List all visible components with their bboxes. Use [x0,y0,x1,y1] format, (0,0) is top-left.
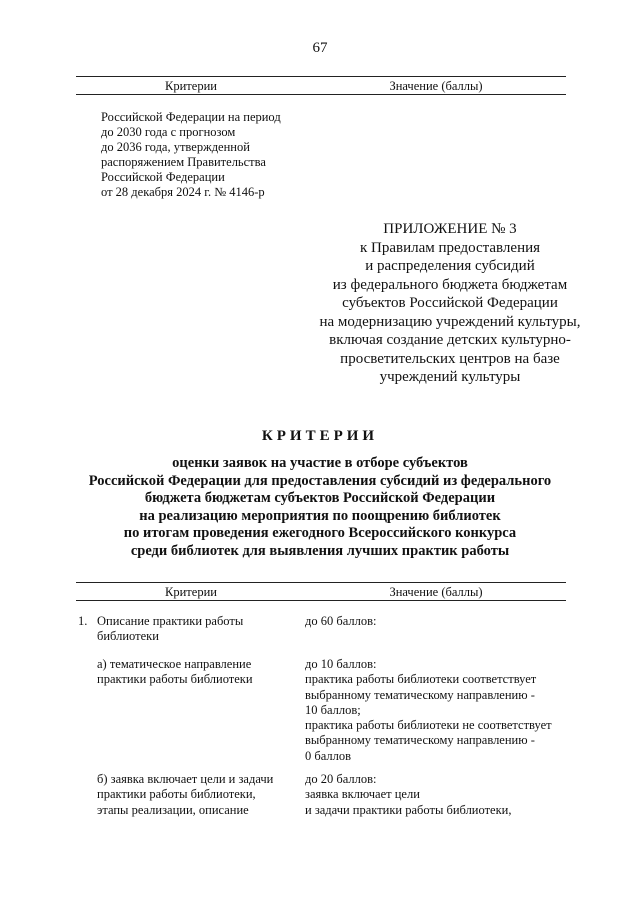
subheading-line: бюджета бюджетам субъектов Российской Федерации [144,490,496,506]
header-col-criteria: Критерии [165,585,217,599]
header-rule-bottom [76,94,566,95]
criterion-cell: Описание практики работы библиотеки [97,614,244,644]
row-number: 1. [78,614,88,628]
subheading-line: на реализацию мероприятия по поощрению библиотек [139,507,501,524]
value-cell: до 10 баллов: практика работы библиотеки соответствует выбранному тематическому направлению - 10 баллов; практика работы библиотеки не соответствует выбранному тематическому направлению - 0 баллов [305,657,552,763]
appendix-block [300,220,600,387]
subheading-line: Российской Федерации для предоставления субсидий из федерального [88,472,552,489]
header-col-value: Значение (баллы) [389,585,483,599]
appendix-line: из федерального бюджета бюджетам [332,276,568,293]
header-rule-top [76,582,566,583]
header-rule-top [76,76,566,77]
page-number: 67 [312,40,328,56]
appendix-line: субъектов Российской Федерации [342,295,558,311]
value-cell: до 60 баллов: [305,614,377,628]
header-col-criteria: Критерии [165,79,217,93]
appendix-title: ПРИЛОЖЕНИЕ № 3 [383,221,517,237]
header-rule-bottom [76,600,566,601]
appendix-line: просветительских центров на базе [340,350,560,367]
document-heading: КРИТЕРИИ [261,428,379,444]
appendix-line: учреждений культуры [379,369,521,385]
document-subheading [60,455,580,560]
appendix-line: и распределения субсидий [365,258,535,274]
subheading-line: среди библиотек для выявления лучших практик работы [130,542,510,559]
criterion-cell: б) заявка включает цели и задачи практики работы библиотеки, этапы реализации, описание [97,772,274,817]
table-header-main [76,582,566,604]
appendix-line: на модернизацию учреждений культуры, [319,313,581,330]
appendix-line: к Правилам предоставления [359,239,541,256]
value-cell: до 20 баллов: заявка включает цели и задачи практики работы библиотеки, [305,772,512,817]
header-col-value: Значение (баллы) [389,79,483,93]
criterion-cell: а) тематическое направление практики работы библиотеки [97,657,253,687]
subheading-line: по итогам проведения ежегодного Всероссийского конкурса [123,525,517,541]
continued-criterion-text: Российской Федерации на период до 2030 года с прогнозом до 2036 года, утвержденной распоряжением Правительства Российской Федерации от 28 декабря 2024 г. № 4146-р [101,110,281,199]
appendix-line: включая создание детских культурно- [329,332,571,348]
table-header-top [76,76,566,98]
subheading-line: оценки заявок на участие в отборе субъектов [172,455,468,471]
